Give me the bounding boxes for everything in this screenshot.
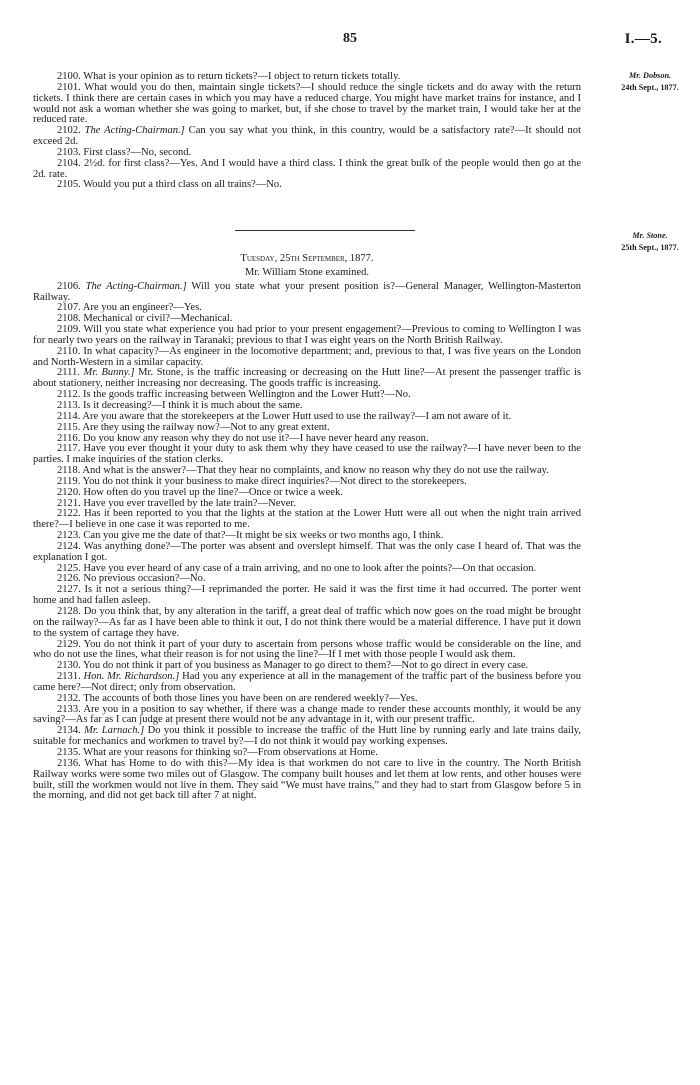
question-2125: 2125. Have you ever heard of any case of a train arriving, and no one to look after the points?—On that occasion. [57, 562, 537, 574]
margin-note-date: 25th Sept., 1877. [621, 243, 679, 252]
margin-note-name: Mr. Dobson. [628, 71, 672, 80]
question-2105: 2105. Would you put a third class on all trains?—No. [57, 179, 282, 191]
margin-note-dobson [608, 70, 692, 94]
margin-note-date: 24th Sept., 1877. [621, 83, 679, 92]
question-2113: 2113. Is it decreasing?—I think it is much about the same. [57, 399, 303, 411]
question-2116: 2116. Do you know any reason why they do not use it?—I have never heard any reason. [57, 432, 429, 444]
question-2109: 2109. Will you state what experience you had prior to your present engagement?—Previous to coming to Wellington I was for nearly two years on the railway in Taranaki; previous to that I was eight years on the North British Railway. [33, 324, 581, 346]
margin-note-name: Mr. Stone. [632, 231, 668, 240]
question-2118: 2118. And what is the answer?—That they hear no complaints, and know no reason why they do not use the railway. [57, 465, 549, 477]
question-2136: 2136. What has Home to do with this?—My idea is that workmen do not care to live in the country. The North British Railway works were some two miles out of Glasgow. The company built houses and let them at low rents, and other houses were built, still the workmen would not live in them. They said “We must have trains,” and they had to start from Glasgow before 5 in the morning, and did not get back till after 7 at night. [33, 757, 581, 802]
question-2129: 2129. You do not think it part of your duty to ascertain from persons whose traffic would be considerable on the line, and who do not use the lines, what their reason is for not using the line?—If I met with those people I would ask them. [33, 638, 581, 661]
question-2119: 2119. You do not think it your business to make direct inquiries?—Not direct to the storekeepers. [57, 475, 467, 487]
page-number: 85 [343, 31, 357, 46]
question-2120: 2120. How often do you travel up the line?—Once or twice a week. [57, 486, 343, 498]
question-2132: 2132. The accounts of both those lines you have been on are rendered weekly?—Yes. [57, 692, 418, 704]
question-2123: 2123. Can you give me the date of that?—It might be six weeks or two months ago, I think. [57, 530, 444, 542]
question-2127: 2127. Is it not a serious thing?—I reprimanded the porter. He said it was the first time it had occurred. The porter went home and had fallen asleep. [33, 584, 582, 607]
question-2124: 2124. Was anything done?—The porter was absent and overslept himself. That was the only case I heard of. That was the explanation I got. [33, 540, 581, 563]
document-reference: I.—5. [624, 31, 662, 47]
question-2114: 2114. Are you aware that the storekeepers at the Lower Hutt used to use the railway?—I am not aware of it. [57, 410, 512, 422]
question-2122: 2122. Has it been reported to you that the lights at the station at the Lower Hutt were all out when the night train arrived there?—I believe in one case it was reported to me. [33, 508, 582, 531]
question-2101: 2101. What would you do then, maintain single tickets?—I should reduce the single tickets and do away with the return tickets. I think there are certain cases in which you may have a reduced charge. You might have market trains for instance, and I would not ask a woman whether she was going to market, but, if she chose to travel by the market train, I would take her at the reduced rate. [33, 81, 581, 126]
question-2117: 2117. Have you ever thought it your duty to ask them why they have ceased to use the railway?—I have never been to the parties. I make inquiries of the station clerks. [33, 443, 581, 466]
question-2126: 2126. No previous occasion?—No. [57, 573, 206, 585]
question-2128: 2128. Do you think that, by any alteration in the tariff, a great deal of traffic which now goes on the road might be brought on the railway?—As far as I have been able to think it out, I do not think there would be a material difference. I have put it down to the system of cartage they have. [33, 606, 581, 639]
question-2103: 2103. First class?—No, second. [57, 146, 192, 158]
question-2108: 2108. Mechanical or civil?—Mechanical. [57, 313, 233, 325]
testimony-bottom [33, 254, 581, 802]
question-2102: 2102. The Acting-Chairman.] Can you say what you think, in this country, would be a satisfactory rate?—It should not exceed 2d. [33, 125, 581, 148]
question-2112: 2112. Is the goods traffic increasing between Wellington and the Lower Hutt?—No. [57, 389, 411, 401]
session-date-heading: Tuesday, 25th September, 1877. [240, 253, 374, 264]
question-2115: 2115. Are they using the railway now?—Not to any great extent. [57, 421, 330, 433]
question-2134: 2134. Mr. Larnach.] Do you think it possible to increase the traffic of the Hutt line by running early and late trains daily, suitable for mechanics and workmen to travel by?—I do not think it would pay working expenses. [33, 725, 582, 748]
question-2131: 2131. Hon. Mr. Richardson.] Had you any experience at all in the management of the traffic part of the business before you came here?—Not direct; only from observation. [33, 671, 581, 693]
testimony-top [33, 72, 581, 191]
question-2110: 2110. In what capacity?—As engineer in the locomotive department; and, previous to that, I was five years on the London and North-Western in a similar capacity. [33, 345, 581, 368]
question-2107: 2107. Are you an engineer?—Yes. [57, 302, 202, 314]
question-2100: 2100. What is your opinion as to return tickets?—I object to return tickets totally. [57, 71, 401, 82]
question-2130: 2130. You do not think it part of you business as Manager to go direct to them?—Not to go direct in every case. [57, 660, 529, 672]
question-2111: 2111. Mr. Bunny.] Mr. Stone, is the traffic increasing or decreasing on the Hutt line?—At present the passenger traffic is about stationery, neither increasing nor decreasing. The goods traffic is increasing. [33, 367, 581, 390]
question-2106: 2106. The Acting-Chairman.] Will you state what your present position is?—General Manager, Wellington-Masterton Railway. [33, 280, 581, 303]
section-divider [235, 230, 415, 231]
question-2133: 2133. Are you in a position to say whether, if there was a change made to render these accounts monthly, it would be any saving?—As far as I can judge at present there would not be any advantage in it, with our present traffic. [33, 703, 581, 726]
witness-heading: Mr. William Stone examined. [245, 266, 369, 278]
question-2135: 2135. What are your reasons for thinking so?—From observations at Home. [57, 746, 378, 758]
question-2121: 2121. Have you ever travelled by the late train?—Never. [57, 497, 296, 509]
margin-note-stone [608, 230, 692, 254]
question-2104: 2104. 2½d. for first class?—Yes. And I would have a third class. I think the great bulk of the people would then go at the 2d. rate. [33, 157, 582, 180]
